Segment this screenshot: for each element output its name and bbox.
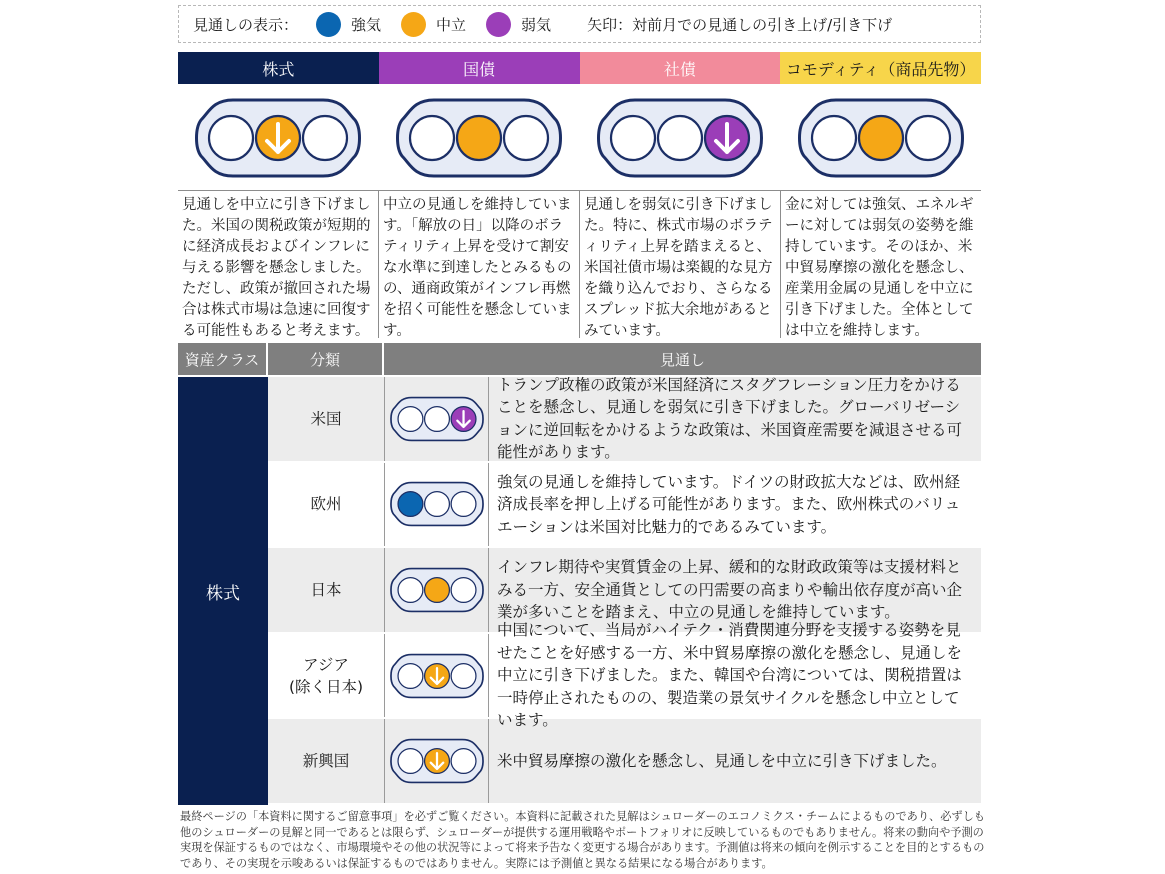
lamp-icon	[410, 116, 454, 160]
header-asset-class: 資産クラス	[178, 343, 268, 375]
traffic-light-icon	[595, 94, 765, 182]
table-row	[268, 377, 981, 463]
lamp-icon	[424, 406, 449, 431]
table-row	[268, 463, 981, 549]
lamp-icon	[812, 116, 856, 160]
lamp-icon	[209, 116, 253, 160]
lamp-icon	[398, 406, 423, 431]
table-header	[178, 343, 981, 375]
category-desc-commodities: 金に対しては強気、エネルギーに対しては弱気の姿勢を維持しています。そのほか、米中貿易摩擦の激化を懸念し、産業用金属の見通しを中立に引き下げました。全体としては中立を維持します。	[781, 190, 981, 338]
traffic-light-icon	[193, 94, 363, 182]
lamp-icon	[906, 116, 950, 160]
row-outlook-text: せたことを好感する一方、米中貿易摩擦の激化を懸念し、見通しを中立に引き下げました。また、韓国や台湾については、関税措置は一時停止されたものの、製造業の景気サイクルを懸念し中立として	[497, 643, 963, 707]
traffic-light-icon	[389, 479, 485, 529]
lamp-icon	[611, 116, 655, 160]
lamp-icon	[504, 116, 548, 160]
lamp-icon	[451, 492, 476, 517]
category-desc-bonds: 中立の見通しを維持しています。「解放の日」以降のボラティリティ上昇を受けて割安な水準に到達したとみるものの、通商政策がインフレ再燃を招く可能性を懸念しています。	[379, 190, 580, 338]
category-header-credit: 社債	[580, 52, 781, 84]
row-class: 日本	[268, 548, 385, 632]
row-outlook-text: 強気の見通しを維持しています。ドイツの財政拡大などは、欧州経済成長率を押し上げる可能性があります。また、欧州株式のバリュエーションは米国対比魅力的であるみています。	[497, 472, 961, 536]
row-outlook-text: トランプ政権の政策が米国経済にスタグフレーション圧力をかけることを懸念し、見通しを弱気に引き下げました。グローバリゼーションに逆回転をかけるような政策は、米国資産需要を減退させる可能性があります。	[497, 375, 963, 462]
traffic-light-icon	[389, 394, 485, 444]
category-header-equity: 株式	[178, 52, 379, 84]
category-lights-row	[178, 86, 981, 190]
category-descriptions	[178, 190, 981, 338]
lamp-icon	[303, 116, 347, 160]
lamp-icon	[398, 578, 423, 603]
row-outlook-text: インフレ期待や実質賃金の上昇、緩和的な財政政策等は支援材料とみる一方、安全通貨としての円需要の高まりや輸出依存度が高い企業が多いことを踏まえ、中立の見通しを維持しています。	[497, 558, 963, 622]
asset-class-cell: 株式	[178, 377, 268, 805]
row-class: 欧州	[268, 463, 385, 547]
lamp-icon	[451, 578, 476, 603]
row-class: アジア (除く日本)	[268, 634, 385, 718]
legend-item-weak: 弱気	[486, 12, 551, 37]
active-lamp-icon	[398, 492, 423, 517]
strong-dot-icon	[316, 12, 341, 37]
lamp-icon	[451, 749, 476, 774]
lamp-icon	[424, 492, 449, 517]
category-desc-credit: 見通しを弱気に引き下げました。特に、株式市場のボラティリティ上昇を踏まえると、米国社債市場は楽観的な見方を織り込んでおり、さらなるスプレッド拡大余地があるとみています。	[580, 190, 781, 338]
active-lamp-icon	[859, 116, 903, 160]
traffic-light-icon	[394, 94, 564, 182]
legend-title: 見通しの表示：	[193, 15, 299, 34]
category-header-commodities: コモディティ（商品先物）	[780, 52, 981, 84]
row-class: 米国	[268, 377, 385, 461]
weak-dot-icon	[486, 12, 511, 37]
category-header-bonds: 国債	[379, 52, 580, 84]
header-outlook: 見通し	[659, 350, 705, 369]
legend	[178, 5, 981, 43]
neutral-dot-icon	[401, 12, 426, 37]
traffic-light-icon	[389, 651, 485, 701]
row-class: 新興国	[268, 719, 385, 803]
active-lamp-icon	[424, 578, 449, 603]
category-desc-equity: 見通しを中立に引き下げました。米国の関税政策が短期的に経済成長およびインフレに与える影響を懸念しました。ただし、政策が撤回された場合は株式市場は急速に回復する可能性もあると考えます。	[178, 190, 379, 338]
legend-arrow-note: 矢印：対前月での見通しの引き上げ/引き下げ	[587, 15, 893, 34]
row-outlook-text: 米中貿易摩擦の激化を懸念し、見通しを中立に引き下げました。	[497, 751, 947, 770]
lamp-icon	[398, 749, 423, 774]
active-lamp-icon	[457, 116, 501, 160]
category-headers	[178, 52, 981, 84]
lamp-icon	[398, 663, 423, 688]
traffic-light-icon	[389, 736, 485, 786]
header-classification: 分類	[268, 343, 384, 375]
legend-item-neutral: 中立	[401, 12, 466, 37]
table-row	[268, 634, 981, 720]
traffic-light-icon	[389, 565, 485, 615]
lamp-icon	[658, 116, 702, 160]
footnote: 最終ページの「本資料に関するご留意事項」を必ずご覧ください。本資料に記載された見解はシュローダーのエコノミクス・チームによるものであり、必ずしも他のシュローダーの見解と同一であるとは限らず、シュローダーが提供する運用戦略やポートフォリオに反映しているものでもありません。将来の動向や予測の実現を保証するものではなく、市場環境やその他の状況等によって将来予告なく変更する場合があります。予測値は将来の傾向を例示することを目的とするものであり、その実現を示唆あるいは保証するものではありません。実際には予測値と異なる結果になる場合があります。	[180, 810, 985, 870]
traffic-light-icon	[796, 94, 966, 182]
table-row	[268, 719, 981, 805]
outlook-table	[268, 377, 981, 805]
legend-item-strong: 強気	[316, 12, 381, 37]
lamp-icon	[451, 663, 476, 688]
